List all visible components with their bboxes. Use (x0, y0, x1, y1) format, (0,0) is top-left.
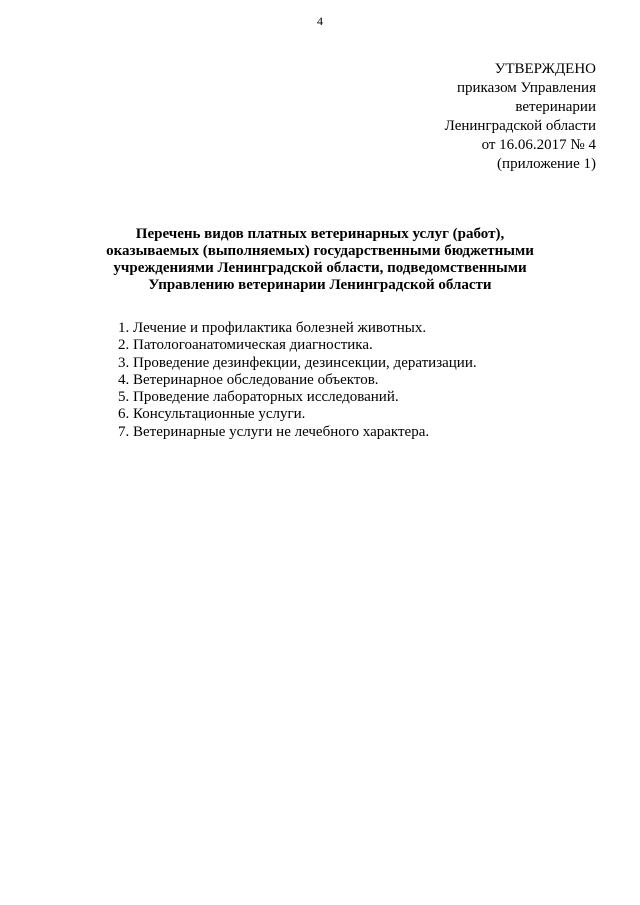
approval-region-line: Ленинградской области (444, 118, 596, 134)
service-item: 4. Ветеринарное обследование объектов. (118, 371, 379, 388)
title-line: Управлению ветеринарии Ленинградской области (148, 277, 492, 293)
approval-appendix-line: (приложение 1) (497, 156, 596, 172)
approval-order-line: приказом Управления (456, 80, 596, 96)
title-line: оказываемых (выполняемых) государственными бюджетными (106, 243, 534, 259)
service-item: 1. Лечение и профилактика болезней животных. (118, 320, 427, 336)
document-title (0, 226, 640, 294)
page-number: 4 (317, 14, 323, 28)
services-list (118, 320, 477, 441)
approval-department-line: ветеринарии (515, 99, 596, 115)
approval-date-number-line: от 16.06.2017 № 4 (481, 137, 596, 153)
service-item: 2. Патологоанатомическая диагностика. (118, 337, 373, 354)
service-item: 7. Ветеринарные услуги не лечебного характера. (118, 423, 430, 440)
service-item: 6. Консультационные услуги. (118, 406, 306, 423)
title-line: Перечень видов платных ветеринарных услуг (работ), (135, 226, 505, 242)
approval-heading: УТВЕРЖДЕНО (494, 61, 596, 77)
service-item: 5. Проведение лабораторных исследований. (118, 389, 399, 406)
service-item: 3. Проведение дезинфекции, дезинсекции, дератизации. (118, 354, 477, 371)
approval-stamp-block (445, 60, 596, 174)
title-line: учреждениями Ленинградской области, подведомственными (113, 260, 527, 276)
